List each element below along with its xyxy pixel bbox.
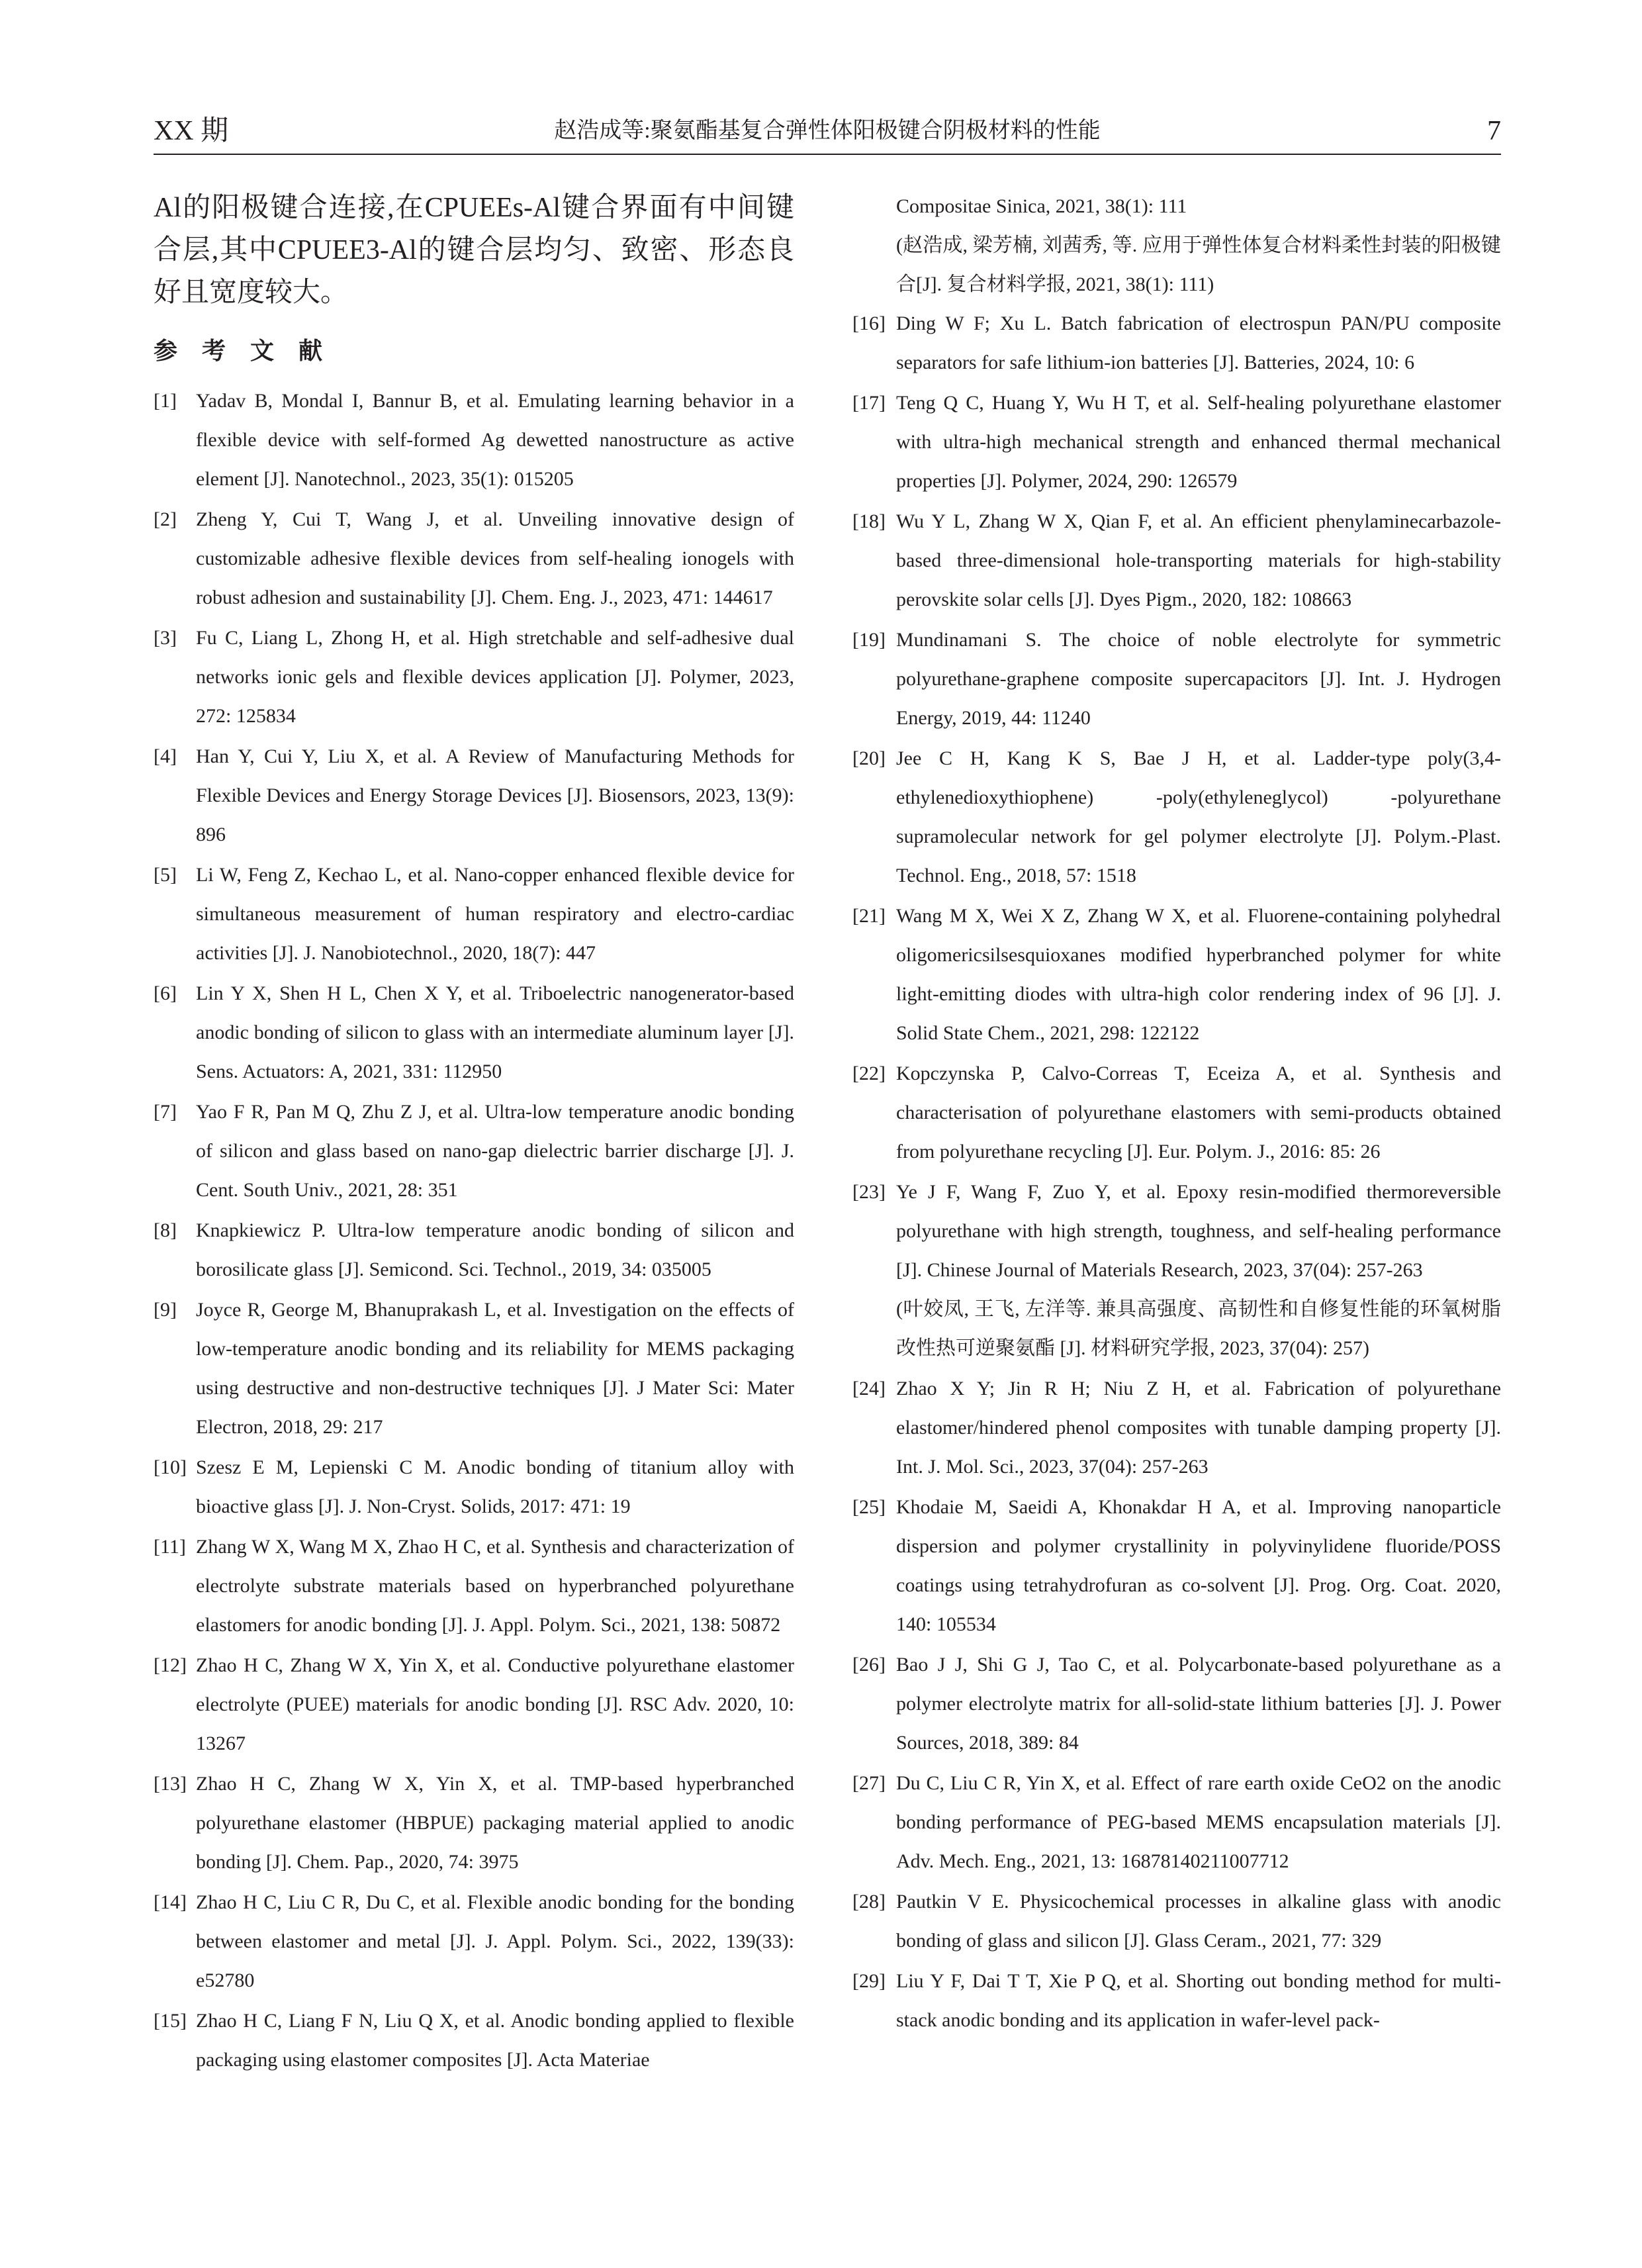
reference-number: [6]	[154, 982, 177, 1004]
references-list-left	[154, 381, 794, 2079]
reference-item	[852, 304, 1501, 382]
reference-text: Du C, Liu C R, Yin X, et al. Effect of rare earth oxide CeO2 on the anodic bonding performance of PEG-based MEMS encapsulation materials [J]. Adv. Mech. Eng., 2021, 13: 16878140211007712	[896, 1772, 1501, 1872]
reference-item	[154, 737, 794, 854]
reference-item	[154, 1527, 794, 1644]
reference-number: [11]	[154, 1536, 186, 1558]
reference-number: [12]	[154, 1654, 187, 1676]
reference-item	[154, 500, 794, 617]
reference-item	[154, 1290, 794, 1446]
reference-item	[852, 896, 1501, 1053]
reference-number: [4]	[154, 745, 177, 767]
reference-number: [15]	[154, 2010, 187, 2032]
reference-item	[154, 855, 794, 972]
reference-text: Yao F R, Pan M Q, Zhu Z J, et al. Ultra-low temperature anodic bonding of silicon and glass based on nano-gap dielectric barrier discharge [J]. J. Cent. South Univ., 2021, 28: 351	[196, 1101, 794, 1201]
reference-number: [7]	[154, 1101, 177, 1123]
reference-text: Kopczynska P, Calvo-Correas T, Eceiza A, et al. Synthesis and characterisation of polyurethane elastomers with semi-products obtained from polyurethane recycling [J]. Eur. Polym. J., 2016: 85: 26	[896, 1063, 1501, 1162]
reference-item	[154, 1646, 794, 1763]
reference-item	[852, 1764, 1501, 1881]
reference-text: Knapkiewicz P. Ultra-low temperature anodic bonding of silicon and borosilicate glass [J]. Semicond. Sci. Technol., 2019, 34: 035005	[196, 1219, 794, 1280]
reference-number: [2]	[154, 508, 177, 530]
reference-number: [23]	[852, 1181, 886, 1203]
issue-label: XX 期	[154, 116, 229, 146]
reference-item	[852, 1882, 1501, 1960]
reference-text: Zhao X Y; Jin R H; Niu Z H, et al. Fabrication of polyurethane elastomer/hindered phenol composites with tunable damping property [J]. Int. J. Mol. Sci., 2023, 37(04): 257-263	[896, 1378, 1501, 1478]
reference-number: [10]	[154, 1456, 187, 1478]
running-header	[154, 113, 1501, 155]
reference-number: [8]	[154, 1219, 177, 1241]
reference-number: [22]	[852, 1063, 886, 1084]
reference-item	[852, 739, 1501, 895]
left-column	[154, 187, 794, 2079]
reference-chinese-text: (叶姣凤, 王飞, 左洋等. 兼具高强度、高韧性和自修复性能的环氧树脂改性热可逆聚氨酯 [J]. 材料研究学报, 2023, 37(04): 257)	[896, 1298, 1501, 1359]
reference-text: Jee C H, Kang K S, Bae J H, et al. Ladder-type poly(3,4-ethylenedioxythiophene) -poly(ethyleneglycol) -polyurethane supramolecular network for gel polymer electrolyte [J]. Polym.-Plast. Technol. Eng., 2018, 57: 1518	[896, 747, 1501, 886]
reference-item	[852, 1488, 1501, 1644]
reference-text: Ding W F; Xu L. Batch fabrication of electrospun PAN/PU composite separators for safe lithium-ion batteries [J]. Batteries, 2024, 10: 6	[896, 312, 1501, 373]
reference-text: Teng Q C, Huang Y, Wu H T, et al. Self-healing polyurethane elastomer with ultra-high mechanical strength and enhanced thermal mechanical properties [J]. Polymer, 2024, 290: 126579	[896, 392, 1501, 492]
reference-15-chinese: (赵浩成, 梁芳楠, 刘茜秀, 等. 应用于弹性体复合材料柔性封装的阳极键合[J]. 复合材料学报, 2021, 38(1): 111)	[896, 234, 1501, 295]
reference-item	[154, 1092, 794, 1209]
reference-text: Yadav B, Mondal I, Bannur B, et al. Emulating learning behavior in a flexible device with self-formed Ag dewetted nanostructure as active element [J]. Nanotechnol., 2023, 35(1): 015205	[196, 390, 794, 490]
conclusion-paragraph: Al的阳极键合连接,在CPUEEs-Al键合界面有中间键合层,其中CPUEE3-Al的键合层均匀、致密、形态良好且宽度较大。	[154, 193, 794, 308]
running-title: 赵浩成等:聚氨酯基复合弹性体阳极键合阴极材料的性能	[554, 118, 1101, 143]
references-heading: 参 考 文 献	[154, 338, 332, 364]
reference-text: Bao J J, Shi G J, Tao C, et al. Polycarbonate-based polyurethane as a polymer electrolyte matrix for all-solid-state lithium batteries [J]. J. Power Sources, 2018, 389: 84	[896, 1654, 1501, 1754]
reference-item	[154, 1764, 794, 1881]
reference-number: [13]	[154, 1773, 187, 1795]
reference-item	[852, 1961, 1501, 2040]
reference-item	[154, 1883, 794, 2000]
reference-text: Zhao H C, Liang F N, Liu Q X, et al. Anodic bonding applied to flexible packaging using elastomer composites [J]. Acta Materiae	[196, 2010, 794, 2071]
reference-number: [21]	[852, 905, 886, 927]
reference-number: [9]	[154, 1299, 177, 1321]
reference-number: [14]	[154, 1891, 187, 1913]
reference-item	[154, 618, 794, 735]
page-number: 7	[1487, 116, 1501, 146]
reference-text: Fu C, Liang L, Zhong H, et al. High stretchable and self-adhesive dual networks ionic gels and flexible devices application [J]. Polymer, 2023, 272: 125834	[196, 627, 794, 727]
reference-number: [1]	[154, 390, 177, 412]
reference-item	[852, 502, 1501, 619]
reference-number: [26]	[852, 1654, 886, 1676]
reference-item	[154, 974, 794, 1091]
reference-text: Szesz E M, Lepienski C M. Anodic bonding of titanium alloy with bioactive glass [J]. J. Non-Cryst. Solids, 2017: 471: 19	[196, 1456, 794, 1517]
reference-item	[852, 1645, 1501, 1762]
reference-text: Zhao H C, Zhang W X, Yin X, et al. Conductive polyurethane elastomer electrolyte (PUEE) materials for anodic bonding [J]. RSC Adv. 2020, 10: 13267	[196, 1654, 794, 1754]
reference-item	[852, 1172, 1501, 1368]
reference-text: Lin Y X, Shen H L, Chen X Y, et al. Triboelectric nanogenerator-based anodic bonding of silicon to glass with an intermediate aluminum layer [J]. Sens. Actuators: A, 2021, 331: 112950	[196, 982, 794, 1082]
reference-15-continuation: Compositae Sinica, 2021, 38(1): 111	[896, 195, 1187, 217]
reference-item	[852, 620, 1501, 737]
reference-number: [24]	[852, 1378, 886, 1399]
reference-text: Mundinamani S. The choice of noble electrolyte for symmetric polyurethane-graphene composite supercapacitors [J]. Int. J. Hydrogen Energy, 2019, 44: 11240	[896, 629, 1501, 729]
reference-item	[852, 1369, 1501, 1486]
right-column	[852, 187, 1501, 2040]
reference-item	[154, 381, 794, 498]
reference-text: Liu Y F, Dai T T, Xie P Q, et al. Shorting out bonding method for multi-stack anodic bonding and its application in wafer-level pack-	[896, 1970, 1501, 2031]
reference-text: Han Y, Cui Y, Liu X, et al. A Review of Manufacturing Methods for Flexible Devices and Energy Storage Devices [J]. Biosensors, 2023, 13(9): 896	[196, 745, 794, 845]
reference-number: [17]	[852, 392, 886, 414]
reference-text: Zhang W X, Wang M X, Zhao H C, et al. Synthesis and characterization of electrolyte substrate materials based on hyperbranched polyurethane elastomers for anodic bonding [J]. J. Appl. Polym. Sci., 2021, 138: 50872	[196, 1536, 794, 1636]
reference-item	[154, 1448, 794, 1526]
reference-number: [25]	[852, 1496, 886, 1518]
reference-number: [18]	[852, 510, 886, 532]
reference-number: [20]	[852, 747, 886, 769]
reference-text: Zhao H C, Zhang W X, Yin X, et al. TMP-based hyperbranched polyurethane elastomer (HBPUE) packaging material applied to anodic bonding [J]. Chem. Pap., 2020, 74: 3975	[196, 1773, 794, 1873]
reference-text: Zheng Y, Cui T, Wang J, et al. Unveiling innovative design of customizable adhesive flexible devices from self-healing ionogels with robust adhesion and sustainability [J]. Chem. Eng. J., 2023, 471: 144617	[196, 508, 794, 608]
reference-text: Li W, Feng Z, Kechao L, et al. Nano-copper enhanced flexible device for simultaneous measurement of human respiratory and electro-cardiac activities [J]. J. Nanobiotechnol., 2020, 18(7): 447	[196, 864, 794, 964]
references-list-right	[852, 304, 1501, 2040]
reference-number: [28]	[852, 1891, 886, 1913]
reference-number: [3]	[154, 627, 177, 649]
reference-text: Khodaie M, Saeidi A, Khonakdar H A, et al. Improving nanoparticle dispersion and polymer crystallinity in polyvinylidene fluoride/POSS coatings using tetrahydrofuran as co-solvent [J]. Prog. Org. Coat. 2020, 140: 105534	[896, 1496, 1501, 1635]
reference-text: Joyce R, George M, Bhanuprakash L, et al. Investigation on the effects of low-temperature anodic bonding and its reliability for MEMS packaging using destructive and non-destructive techniques [J]. J Mater Sci: Mater Electron, 2018, 29: 217	[196, 1299, 794, 1438]
reference-number: [27]	[852, 1772, 886, 1794]
reference-item	[852, 1054, 1501, 1171]
reference-item	[154, 2001, 794, 2079]
reference-number: [16]	[852, 312, 886, 334]
reference-text: Wang M X, Wei X Z, Zhang W X, et al. Fluorene-containing polyhedral oligomericsilsesquioxanes modified hyperbranched polymer for white light-emitting diodes with ultra-high color rendering index of 96 [J]. J. Solid State Chem., 2021, 298: 122122	[896, 905, 1501, 1044]
reference-text: Ye J F, Wang F, Zuo Y, et al. Epoxy resin-modified thermoreversible polyurethane with high strength, toughness, and self-healing performance [J]. Chinese Journal of Materials Research, 2023, 37(04): 257-263 (叶姣凤, 王飞, 左洋等. 兼具高强度、高韧性和自修复性能的环氧树脂改性热可逆聚氨酯 [J]. 材料研究学报, 2023, 37(04): 257)	[896, 1172, 1501, 1368]
reference-number: [5]	[154, 864, 177, 886]
reference-text: Zhao H C, Liu C R, Du C, et al. Flexible anodic bonding for the bonding between elastomer and metal [J]. J. Appl. Polym. Sci., 2022, 139(33): e52780	[196, 1891, 794, 1991]
reference-number: [29]	[852, 1970, 886, 1992]
reference-text: Wu Y L, Zhang W X, Qian F, et al. An efficient phenylaminecarbazole-based three-dimensional hole-transporting materials for high-stability perovskite solar cells [J]. Dyes Pigm., 2020, 182: 108663	[896, 510, 1501, 610]
reference-text: Pautkin V E. Physicochemical processes in alkaline glass with anodic bonding of glass and silicon [J]. Glass Ceram., 2021, 77: 329	[896, 1891, 1501, 1952]
reference-item	[852, 383, 1501, 500]
reference-number: [19]	[852, 629, 886, 651]
reference-item	[154, 1211, 794, 1289]
